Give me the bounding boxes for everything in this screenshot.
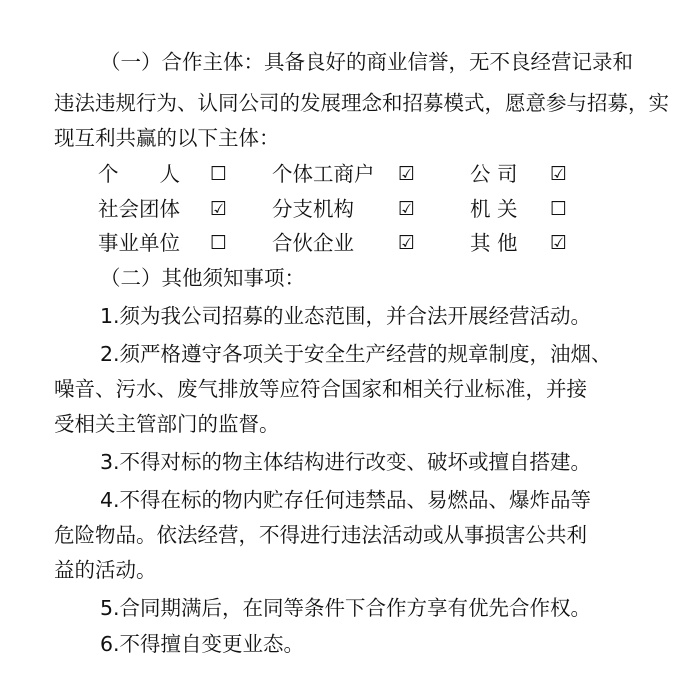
section2-line-8	[0, 554, 691, 586]
checked-box-icon: ☑	[398, 163, 416, 185]
unchecked-box-icon: ☐	[210, 163, 228, 185]
section2-line-1	[0, 300, 691, 332]
checked-box-icon: ☑	[550, 232, 568, 254]
section2-line-3	[0, 373, 691, 405]
unchecked-box-icon: ☐	[550, 198, 568, 220]
section2-text: 受相关主管部门的监督。	[54, 412, 280, 436]
section2-line-2	[0, 338, 691, 370]
checked-box-icon: ☑	[398, 232, 416, 254]
checked-box-icon: ☑	[210, 198, 228, 220]
section2-text: 4.不得在标的物内贮存任何违禁品、易燃品、爆炸品等	[100, 488, 592, 512]
section-heading: （二）其他须知事项：	[100, 266, 305, 290]
section2-text: 6.不得擅自变更业态。	[100, 632, 305, 656]
section2-text: 3.不得对标的物主体结构进行改变、破坏或擅自搭建。	[100, 450, 592, 474]
section2-line-10	[0, 628, 691, 660]
entity-label: 社会团体	[98, 197, 180, 221]
section1-line-1	[0, 46, 691, 78]
entity-row-3	[0, 227, 691, 259]
section2-line-7	[0, 519, 691, 551]
entity-row-2	[0, 193, 691, 225]
section2-text: 危险物品。依法经营，不得进行违法活动或从事损害公共利	[54, 523, 587, 547]
section2-heading	[0, 262, 691, 294]
section2-text: 益的活动。	[54, 558, 157, 582]
entity-label: 事业单位	[98, 231, 180, 255]
section2-text: 5.合同期满后，在同等条件下合作方享有优先合作权。	[100, 596, 592, 620]
entity-label: 分支机构	[272, 197, 354, 221]
entity-label: 个 人	[98, 162, 180, 186]
section2-line-9	[0, 592, 691, 624]
entity-label: 机 关	[470, 197, 518, 221]
checked-box-icon: ☑	[550, 163, 568, 185]
section2-line-6	[0, 484, 691, 516]
entity-label: 公 司	[470, 162, 518, 186]
section1-text: 现互利共赢的以下主体：	[54, 126, 280, 150]
section1-line-3	[0, 122, 691, 154]
checked-box-icon: ☑	[398, 198, 416, 220]
section1-text: 违法违规行为、认同公司的发展理念和招募模式，愿意参与招募，实	[54, 91, 669, 115]
section2-text: 2.须严格遵守各项关于安全生产经营的规章制度，油烟、	[100, 342, 612, 366]
unchecked-box-icon: ☐	[210, 232, 228, 254]
entity-label: 其 他	[470, 231, 518, 255]
section1-line-2	[0, 87, 691, 119]
entity-label: 合伙企业	[272, 231, 354, 255]
section2-text: 噪音、污水、废气排放等应符合国家和相关行业标准，并接	[54, 377, 587, 401]
entity-label: 个体工商户	[272, 162, 375, 186]
entity-row-1	[0, 158, 691, 190]
section2-line-5	[0, 446, 691, 478]
section2-text: 1.须为我公司招募的业态范围，并合法开展经营活动。	[100, 304, 592, 328]
section2-line-4	[0, 408, 691, 440]
section1-text: （一）合作主体：具备良好的商业信誉，无不良经营记录和	[100, 50, 633, 74]
